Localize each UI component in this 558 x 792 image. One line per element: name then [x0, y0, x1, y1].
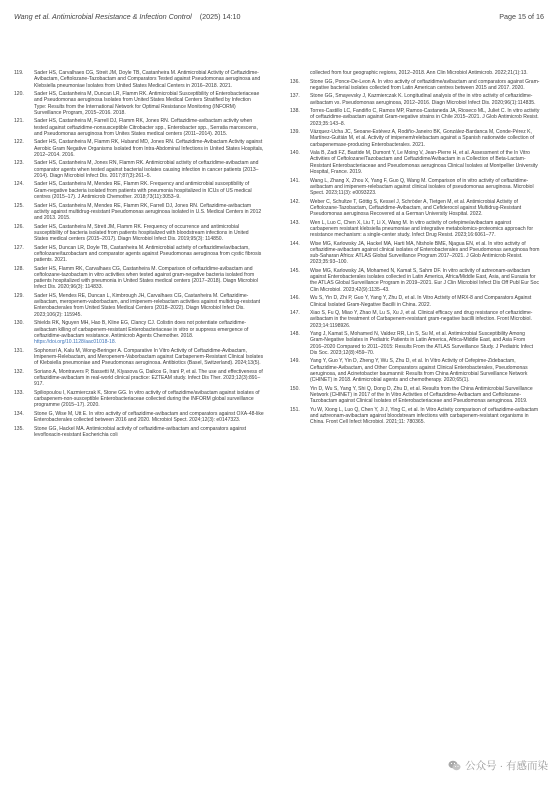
reference-number: 130. — [14, 320, 24, 327]
reference-text: Wise MG, Karlowsky JA, Mohamed N, Kamat S, Sahm DF. In vitro activity of aztreonam-avibactam against Enterobacterales isolates collected in Latin America, Africa/Middle East, Asia, and Eurasia for the ATLAS Global Surveillance Program in 2019–2021. Eur J Clin Microbiol Infect Dis Off Publ Eur Soc Clin Microbiol. 2023;42(9):1135–43. — [310, 267, 539, 293]
journal-name: Wang et al. Antimicrobial Resistance & Infection Control — [14, 12, 192, 21]
reference-number: 138. — [290, 108, 300, 115]
reference-text: Stone G, Wise M, Utt E. In vitro activity of ceftazidime-avibactam and comparators against OXA-48-like Enterobacterales collected between 2016 and 2020. Microbiol Spect. 2024;12(3): e0147323. — [34, 410, 264, 423]
reference-item — [14, 224, 264, 243]
watermark-text: 公众号 · 有感而染 — [465, 759, 548, 772]
reference-item — [14, 91, 264, 116]
reference-item — [14, 411, 264, 424]
doi-link[interactable]: https://doi.org/10.1128/aac01018-18. — [34, 339, 117, 346]
reference-text: Spiliopoulou I, Kazmierczak K, Stone GG. In vitro activity of ceftazidime/avibactam against isolates of carbapenem-non-susceptible Enterobacteriaceae collected during the INFORM global surveillance programme (2015–17). 2020. — [34, 389, 260, 409]
reference-text: Sophonsri A, Kalu M, Wong-Beringer A. Comparative In Vitro Activity of Ceftazidime-Avibactam, Imipenem-Relebactam, and Meropenem-Vaborbactam against Carbapenem-Resistant Clinical Isolates of Klebsiella pneumoniae and Pseudomonas aeruginosa. Antibiotics (Basel, Switzerland). 2024;13(5). — [34, 347, 264, 367]
reference-number: 132. — [14, 368, 24, 375]
reference-number: 133. — [14, 389, 24, 396]
reference-text: Sader HS, Castanheira M, Mendes RE, Flamm RK. Frequency and antimicrobial susceptibility of Gram-negative bacteria isolated from patients with pneumonia hospitalized in ICUs of US medical centres (2015–17). J Antimicrob Chemother. 2018;73(11):3053–9. — [34, 181, 252, 200]
reference-text: Yu W, Xiong L, Luo Q, Chen Y, Ji J, Ying C, et al. In Vitro Activity comparison of ceftazidime-avibactam and aztreonam-avibactam against bloodstream infections with carbapenem-resistant organisms in China. Front Cell Infect Microbiol. 2021;11: 780365. — [310, 406, 539, 426]
reference-text: Sader HS, Duncan LR, Doyle TB, Castanheira M. Antimicrobial activity of ceftazidime/avibactam, ceftolozane/tazobactam and comparator agents against Pseudomonas aeruginosa from cystic fibrosis patients. 2021. — [34, 244, 262, 264]
references-right-column — [290, 70, 540, 760]
wechat-icon — [448, 760, 461, 771]
reference-text: Weber C, Schultze T, Göttig S, Kessel J, Schröder A, Tietgen M, et al. Antimicrobial Activity of Ceftolozane-Tazobactam, Ceftazidime-Avibactam, and Cefiderocol against Multidrug-Resistant Pseudomonas aeruginosa Recovered at a German University Hospital. 2022. — [310, 198, 522, 218]
reference-item — [290, 79, 540, 92]
reference-number: 139. — [290, 129, 300, 136]
reference-text: Soriano A, Montravers P, Bassetti M, Klyasova G, Daikos G, Irani P, et al. The use and effectiveness of ceftazidime-avibactam in real-world clinical practice: EZTEAM study. Infect Dis Ther. 2023;12(3):891–917. — [34, 368, 263, 388]
reference-item — [14, 203, 264, 222]
page-number: Page 15 of 16 — [499, 12, 544, 21]
reference-number: 131. — [14, 347, 24, 354]
reference-text: Sader HS, Castanheira M, Mendes RE, Flamm RK, Farrell DJ, Jones RN. Ceftazidime-avibactam activity against multidrug-resistant Pseudomonas aeruginosa isolated in U.S. Medical Centers in 2012 and 2013. 2015. — [34, 202, 262, 222]
reference-item — [290, 407, 540, 426]
reference-number: 147. — [290, 310, 300, 317]
reference-item — [290, 129, 540, 148]
reference-item — [14, 369, 264, 388]
reference-item — [14, 139, 264, 158]
reference-item — [290, 199, 540, 218]
reference-number: 143. — [290, 219, 300, 226]
reference-number: 148. — [290, 331, 300, 338]
reference-number: 124. — [14, 181, 24, 188]
reference-number: 145. — [290, 267, 300, 274]
reference-number: 134. — [14, 410, 24, 417]
reference-item — [14, 293, 264, 318]
references-section — [14, 70, 544, 760]
reference-item — [14, 70, 264, 89]
reference-number: 149. — [290, 358, 300, 365]
journal-year: (2025) 14:10 — [199, 12, 241, 21]
reference-text: Sader HS, Castanheira M, Flamm RK, Huband MD, Jones RN. Ceftazidime-Avibactam Activity against Aerobic Gram Negative Organisms Isolated from Intra-Abdominal Infections in United States Hospitals, 2012–2014. 2016. — [34, 139, 264, 158]
reference-number: 141. — [290, 177, 300, 184]
reference-item — [14, 118, 264, 137]
reference-text: Stone GG, Ponce-De-Leon A. In vitro activity of ceftazidime/avibactam and comparators against Gram-negative bacterial isolates collected from Latin American centres between 2015 and 2017. 2020. — [310, 78, 540, 91]
reference-number: 140. — [290, 150, 300, 157]
reference-text: Vázquez-Ucha JC, Seoane-Estévez A, Rodiño-Janeiro BK, González-Bardanca M, Conde-Pérez K, Martínez-Guitián M, et al. Activity of imipenem/relebactam against a Spanish nationwide collection of carbapenemase-producing Enterobacterales. 2021. — [310, 129, 535, 148]
reference-number: 151. — [290, 406, 300, 413]
reference-number: 120. — [14, 91, 24, 98]
reference-text: Yang Y, Guo Y, Yin D, Zheng Y, Wu S, Zhu D, et al. In Vitro Activity of Cefepime-Zidebactam, Ceftazidime-Avibactam, and Other Comparators against Clinical Enterobacterales, Pseudomonas aeruginosa, and Acinetobacter baumannii: Results from China Antimicrobial Surveillance Network (CHINET) in 2018. Antimicrobial agents and chemotherapy. 2020;65(1). — [310, 358, 528, 384]
reference-number: 123. — [14, 160, 24, 167]
reference-text: Sader HS, Castanheira M, Duncan LR, Flamm RK. Antimicrobial Susceptibility of Enterobacteriaceae and Pseudomonas aeruginosa Isolates from United States Medical Centers Stratified by Infection Type: Results from the International Network for Optimal Resistance Monitoring (INFORM) Surveillance Program, 2015–2016. 2018. — [34, 91, 260, 116]
reference-item — [290, 220, 540, 239]
reference-text: Sader HS, Castanheira M, Farrell DJ, Flamm RK, Jones RN. Ceftazidime-avibactam activity when tested against ceftazidime-nonsusceptible Citrobacter spp., Enterobacter spp., Serratia marcescens, and Pseudomonas aeruginosa from Unites States medical centers (2011–2014). 2015. — [34, 118, 258, 137]
reference-text: Sader HS, Flamm RK, Carvalhaes CG, Castanheira M. Comparison of ceftazidime-avibactam and ceftolozane-tazobactam in vitro activities when tested against gram-negative bacteria isolated from patients hospitalized with pneumonia in United States medical centers (2017–2018). Diagn Microbiol Infect Dis. 2020;96(3): 114833. — [34, 265, 258, 291]
page-header — [14, 12, 544, 26]
reference-item — [290, 178, 540, 197]
reference-number: 150. — [290, 385, 300, 392]
reference-text: collected from four geographic regions, 2012–2018. Ann Clin Microbiol Antimicrob. 2022;21(1):13. — [310, 70, 528, 76]
reference-text: Stone GG, Hackel MA. Antimicrobial activity of ceftazidime-avibactam and comparators against levofloxacin-resistant Escherichia coli — [34, 425, 247, 438]
reference-text: Torres-Castillo LC, Fandiño C, Ramos MP, Ramos-Castaneda JA, Rioseco ML, Juliet C. In vitro activity of ceftazidime-avibactam against Gram-negative strains in Chile 2015–2021. J Glob Antimicrob Resist. 2023;35:143–8. — [310, 108, 540, 127]
journal-citation — [14, 12, 241, 21]
reference-item — [290, 358, 540, 383]
reference-item — [14, 245, 264, 264]
watermark — [448, 758, 548, 772]
reference-item — [14, 390, 264, 409]
reference-text: Sader HS, Carvalhaes CG, Streit JM, Doyle TB, Castanheira M. Antimicrobial Activity of Ceftazidime-Avibactam, Ceftolozane-Tazobactam and Comparators Tested against Pseudomonas aeruginosa and Klebsiella pneumoniae Isolates from United States Medical Centers in 2016–2018. 2021. — [34, 70, 261, 89]
reference-text: Vala B, Zadi FZ, Bastide M, Dumont Y, Le Moing V, Jean-Pierre H, et al. Assessment of the In Vitro Activities of Ceftolozane/Tazobactam and Ceftazidime/Avibactam in a Collection of Beta-Lactam-Resistant Enterobacteriaceae and Pseudomonas aeruginosa Clinical Isolates at Montpellier University Hospital, France. 2019. — [310, 150, 538, 175]
reference-number: 137. — [290, 93, 300, 100]
reference-text: Sader HS, Castanheira M, Jones RN, Flamm RK. Antimicrobial activity of ceftazidime-avibactam and comparator agents when tested against bacterial isolates causing infection in cancer patients (2013–2014). Diagn Microbiol Infect Dis. 2017;87(3):261–5. — [34, 160, 259, 179]
reference-text: Shields RK, Nguyen MH, Hao B, Kline EG, Clancy CJ. Colistin does not potentiate ceftazidime-avibactam killing of carbapenem-resistant Enterobacteriaceae in vitro or suppress emergence of ceftazidime-avibactam resistance. Antimicrob Agents Chemother. 2018. — [34, 320, 249, 339]
reference-number: 125. — [14, 202, 24, 209]
reference-number: 122. — [14, 139, 24, 146]
reference-text: Wen L, Luo C, Chen X, Liu T, Li X, Wang M. In vitro activity of cefepime/avibactam against carbapenem resistant klebsiella pneumoniae and integrative metabolomics-proteomics approach for resistance mechanism: a single-center study. Infect Drug Resist. 2023;16:6061–77. — [310, 219, 534, 239]
reference-number: 128. — [14, 265, 24, 272]
reference-item — [290, 93, 540, 106]
reference-number: 144. — [290, 240, 300, 247]
reference-text: Yang J, Kamat S, Mohamed N, Valdez RR, Lin S, Su M, et al. Antimicrobial Susceptibility Among Gram-Negative Isolates in Pediatric Patients in Latin America, Africa-Middle East, and Asia From 2016–2020 Compared to 2011–2015: Results From the ATLAS Surveillance Study. J Pediatric Infect Dis Soc. 2023;12(8):459–70. — [310, 331, 534, 356]
reference-item — [290, 241, 540, 266]
reference-item — [14, 181, 264, 200]
reference-item — [14, 426, 264, 439]
reference-number: 135. — [14, 425, 24, 432]
reference-item — [290, 268, 540, 293]
reference-number: 119. — [14, 70, 24, 76]
reference-text: Wise MG, Karlowsky JA, Hackel MA, Harti MA, Ntshole BME, Njagua EN, et al. In vitro activity of ceftazidime-avibactam against clinical isolates of Enterobacterales and Pseudomonas aeruginosa from sub-Saharan Africa: ATLAS Global Surveillance Program 2017–2021. J Glob Antimicrob Resist. 2023;35:93–100. — [310, 240, 540, 266]
reference-item — [14, 160, 264, 179]
reference-text: Sader HS, Mendes RE, Duncan L, Kimbrough JH, Carvalhaes CG, Castanheira M. Ceftazidime-avibactam, meropenem-vaborbactam, and imipenem-relebactam activities against multidrug-resistant Enterobacterales from United States Medical Centers (2018–2022). Diagn Microbiol Infect Dis. 2023;106(2): 115945. — [34, 292, 261, 318]
reference-text: Stone GG, Smayevsky J, Kazmierczak K. Longitudinal analysis of the in vitro activity of ceftazidime-avibactam vs. Pseudomonas aeruginosa, 2012–2016. Diagn Microbiol Infect Dis. 2020;96(1):114835. — [310, 93, 536, 106]
reference-number: 146. — [290, 295, 300, 302]
reference-number: 127. — [14, 244, 24, 251]
reference-item — [290, 70, 540, 76]
reference-number: 129. — [14, 292, 24, 299]
reference-item — [290, 295, 540, 308]
reference-text: Xiao S, Fu Q, Miao Y, Zhao M, Lu S, Xu J, et al. Clinical efficacy and drug resistance of ceftazidime-avibactam in the treatment of Carbapenem-resistant gram-negative bacilli infection. Front Microbiol. 2023;14:1198926. — [310, 310, 533, 329]
reference-number: 126. — [14, 223, 24, 230]
reference-number: 142. — [290, 198, 300, 205]
reference-text: Yin D, Wu S, Yang Y, Shi Q, Dong D, Zhu D, et al. Results from the China Antimicrobial Surveillance Network (CHINET) in 2017 of the In Vitro Activities of Ceftazidime-Avibactam and Ceftolozane-Tazobactam against Clinical Isolates of Enterobacteriaceae and Pseudomonas aeruginosa. 2019. — [310, 385, 533, 405]
reference-item — [14, 266, 264, 291]
reference-number: 121. — [14, 118, 24, 125]
reference-item — [14, 320, 264, 345]
reference-item — [290, 310, 540, 329]
reference-item — [14, 348, 264, 367]
reference-item — [290, 386, 540, 405]
reference-text: Wang L, Zhang X, Zhou X, Yang F, Guo Q, Wang M. Comparison of in vitro activity of ceftazidime-avibactam and imipenem-relebactam against clinical isolates of pseudomonas aeruginosa. Microbiol Spect. 2023;11(3): e0093223. — [310, 177, 534, 197]
references-left-column — [14, 70, 264, 760]
reference-item — [290, 150, 540, 175]
reference-item — [290, 331, 540, 356]
reference-number: 136. — [290, 78, 300, 85]
reference-text: Sader HS, Castanheira M, Streit JM, Flamm RK. Frequency of occurrence and antimicrobial susceptibility of bacteria isolated from patients hospitalized with bloodstream infections in United States medical centers (2015–2017). Diagn Microbiol Infect Dis. 2019;95(3): 114850. — [34, 223, 249, 243]
reference-text: Wu S, Yin D, Zhi P, Guo Y, Yang Y, Zhu D, et al. In Vitro Activity of MRX-8 and Comparators Against Clinical Isolated Gram-Negative Bacilli in China. 2022. — [310, 295, 532, 308]
reference-item — [290, 108, 540, 127]
